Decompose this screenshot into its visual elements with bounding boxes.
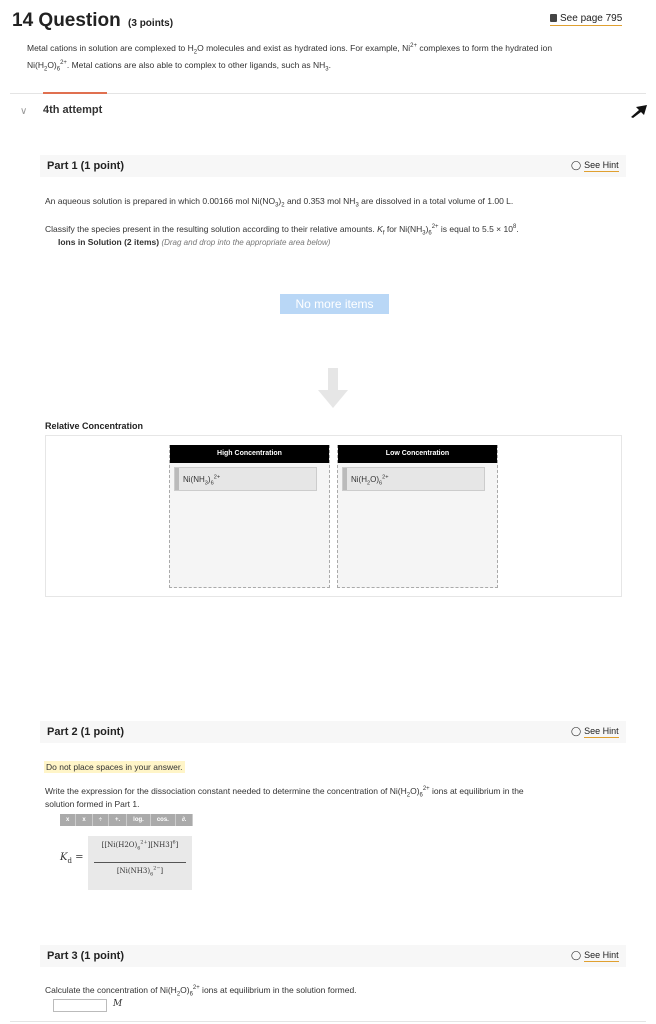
p1-text: ) [278, 196, 282, 206]
p1-sub: 3 [422, 230, 426, 237]
arrow-down-svg [318, 368, 348, 408]
intro-text: Metal cations in solution are complexed to H [27, 43, 194, 53]
relative-concentration-panel [45, 435, 622, 597]
part2-prompt [45, 785, 524, 811]
book-icon [550, 14, 557, 22]
p1-text: and 0.353 mol NH [284, 196, 356, 206]
part1-title: Part 1 (1 point) [47, 160, 125, 172]
pin-icon[interactable] [630, 104, 648, 121]
part3-see-hint[interactable] [571, 950, 619, 961]
den-text: [Ni(NH3) [116, 867, 151, 875]
chip-text: ) [207, 475, 211, 484]
chip-text: O) [370, 475, 380, 484]
hint-label: See Hint [584, 726, 619, 736]
calculus-button[interactable]: ∂. [176, 814, 194, 826]
unit-label: M [113, 999, 123, 1009]
drag-handle[interactable] [343, 468, 347, 490]
p1-sub: f [382, 230, 385, 237]
attempt-tab-indicator [43, 92, 107, 94]
intro-sub: 2 [193, 49, 198, 56]
p1-kf: K [377, 224, 383, 234]
relative-concentration-title: Relative Concentration [45, 421, 144, 431]
fraction-button[interactable]: ÷ [93, 814, 109, 826]
kd-label [60, 852, 84, 863]
intro-text: . [328, 60, 331, 70]
no-spaces-warning: Do not place spaces in your answer. [46, 762, 183, 772]
hint-label: See Hint [584, 950, 619, 960]
kd-eq: = [75, 852, 84, 863]
p2-text: solution formed in Part 1. [45, 799, 140, 809]
chip-sub: 3 [204, 480, 208, 487]
chip-sub: 6 [379, 480, 383, 487]
question-number-title: 14 Question [12, 10, 121, 31]
part3-header [40, 945, 626, 967]
intro-text: . Metal cations are also able to complex to other ligands, such as NH [66, 60, 326, 70]
question-intro [27, 40, 627, 74]
p1-sub: 2 [281, 202, 285, 209]
p3-sup: 2+ [192, 985, 200, 992]
kd-numerator [92, 839, 188, 852]
bin-header: Low Concentration [338, 445, 497, 463]
num-sup: 6 [172, 839, 176, 846]
part2-see-hint[interactable] [571, 726, 619, 737]
intro-text: O) [47, 60, 57, 70]
chip-sup: 2+ [213, 474, 221, 481]
num-sub: 6 [137, 845, 141, 852]
arrow-down-icon [318, 368, 348, 408]
divider [10, 1021, 646, 1022]
question-points: (3 points) [128, 18, 174, 29]
kd-sub: d [67, 857, 72, 865]
p2-sub: 2 [406, 792, 411, 799]
p3-text: O) [180, 985, 190, 995]
p1-sub: 3 [355, 202, 359, 209]
kd-denominator [92, 865, 188, 878]
p3-text: ions at equilibrium in the solution formed. [199, 985, 357, 995]
part2-title: Part 2 (1 point) [47, 726, 125, 738]
intro-sup: 2+ [60, 60, 67, 67]
p2-text: Write the expression for the dissociation constant needed to determine the concentration of Ni(H [45, 786, 407, 796]
concentration-answer-input[interactable] [53, 999, 107, 1012]
num-text: ][NH3] [147, 841, 173, 849]
log-button[interactable]: log. [127, 814, 151, 826]
p1-text: is equal to 5.5 × 10 [438, 224, 513, 234]
attempt-label[interactable]: 4th attempt [43, 104, 103, 116]
lightbulb-icon: ◯ [571, 950, 582, 960]
p1-sup: 2+ [431, 224, 439, 231]
lightbulb-icon: ◯ [571, 160, 582, 170]
part1-prompt-2 [45, 223, 519, 236]
intro-sub: 6 [56, 66, 61, 73]
intro-text: complexes to form the hydrated ion [416, 43, 553, 53]
drag-handle[interactable] [175, 468, 179, 490]
p1-text: . [516, 224, 519, 234]
hint-label: See Hint [584, 160, 619, 170]
see-page-label: See page 795 [560, 13, 623, 24]
den-sub: 6 [150, 871, 154, 878]
no-more-items-badge: No more items [280, 294, 389, 314]
p1-sub: 3 [275, 202, 279, 209]
num-text: [[Ni(H2O) [101, 841, 138, 849]
bin-header: High Concentration [170, 445, 329, 463]
ion-chip[interactable] [342, 467, 485, 491]
chip-text: Ni(H [351, 475, 367, 484]
fraction-bar [94, 862, 186, 863]
p1-text: ) [425, 224, 429, 234]
p1-text: Classify the species present in the resulting solution according to their relative amounts. [45, 224, 378, 234]
trig-button[interactable]: cos. [151, 814, 176, 826]
num-text: ] [175, 841, 179, 849]
den-text: ] [160, 867, 164, 875]
chip-sup: 2+ [382, 474, 389, 481]
intro-sup: 2+ [410, 43, 417, 50]
math-toolbar [60, 814, 193, 826]
question-title [12, 10, 173, 32]
p1-sup: 8 [512, 224, 517, 231]
p3-text: Calculate the concentration of Ni(H [45, 985, 177, 995]
part2-header [40, 721, 626, 743]
intro-text: O molecules and exist as hydrated ions. For example, Ni [197, 43, 411, 53]
p3-sub: 2 [176, 991, 181, 998]
ion-chip[interactable] [174, 467, 317, 491]
superscript-button[interactable]: x [76, 814, 92, 826]
p1-text: are dissolved in a total volume of 1.00 L. [358, 196, 514, 206]
intro-sub: 3 [325, 66, 329, 73]
p1-text: for Ni(NH [384, 224, 423, 234]
chip-sub: 6 [210, 480, 214, 487]
ions-label-text: Ions in Solution (2 items) [58, 237, 160, 247]
p2-text: ions at equilibrium in the [429, 786, 524, 796]
p1-sub: 6 [428, 230, 432, 237]
lightbulb-icon: ◯ [571, 726, 582, 736]
intro-text: Ni(H [27, 60, 44, 70]
pin-icon-svg [630, 104, 648, 118]
high-concentration-bin[interactable] [169, 445, 330, 588]
subscript-button[interactable]: x [60, 814, 76, 826]
see-page-link[interactable] [550, 13, 622, 26]
operators-button[interactable]: +. [109, 814, 127, 826]
part3-prompt [45, 984, 357, 997]
ions-hint: (Drag and drop into the appropriate area below) [161, 238, 331, 247]
kd-k: K [60, 852, 68, 863]
p3-sub: 6 [189, 991, 193, 998]
part3-title: Part 3 (1 point) [47, 950, 125, 962]
chevron-down-icon[interactable]: ∨ [20, 106, 28, 117]
chip-sub: 2 [367, 480, 371, 487]
p1-text: An aqueous solution is prepared in which 0.00166 mol Ni(NO [45, 196, 276, 206]
den-sup: 2− [153, 865, 161, 872]
p2-text: O) [410, 786, 420, 796]
part1-see-hint[interactable] [571, 160, 619, 171]
low-concentration-bin[interactable] [337, 445, 498, 588]
part1-prompt-1 [45, 195, 513, 208]
chip-text: Ni(NH [183, 475, 205, 484]
num-sup: 2+ [140, 839, 148, 846]
intro-sub: 2 [44, 66, 48, 73]
part1-header [40, 155, 626, 177]
p2-sub: 6 [419, 792, 423, 799]
ions-label [58, 237, 330, 247]
p2-sup: 2+ [422, 786, 430, 793]
